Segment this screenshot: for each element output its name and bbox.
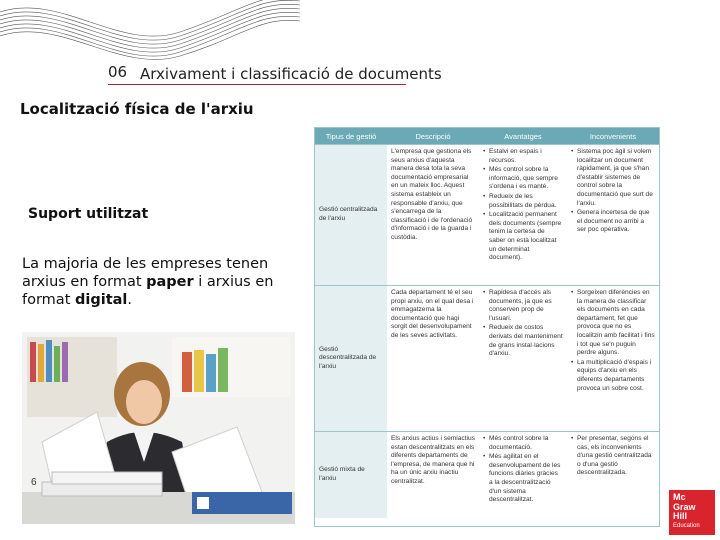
list-item: • Més control sobre la informació, que sempre s'ordena i es manté. xyxy=(483,166,563,192)
list-item: • Sistema poc àgil si volem localitzar un document ràpidament, ja que s'han d'establir sistemes de control sobre la documentació que surt de l'arxiu. xyxy=(571,148,655,208)
header-underline xyxy=(108,84,406,85)
list-item: • Genera incertesa de que el document no arribi a ser poc operativa. xyxy=(571,209,655,235)
chapter-title: Arxivament i classificació de documents xyxy=(140,65,442,83)
chapter-number: 06 xyxy=(108,63,128,81)
archive-management-table xyxy=(314,127,660,527)
list-item: • Localització permanent dels documents (sempre tenim la certesa de saber on està localitzat un determinat document). xyxy=(483,211,563,263)
table-header-cell: Avantatges xyxy=(504,131,542,141)
table-cell-type: Gestió descentralitzada de l'arxiu xyxy=(315,286,387,431)
list-item: • Més agilitat en el desenvolupament de les funcions diàries gràcies a la descentralització d'un sistema descentralitzat. xyxy=(483,453,563,505)
table-cell-description: L'empresa que gestiona els seus arxius d'aquesta manera desa tota la seva documentació empresarial en un mateix lloc. Aquest sistema estableix un responsable d'arxiu, que s'encarrega de la classificació i de l'ordenació d'informació i de la guarda i custòdia. xyxy=(391,148,473,241)
table-header-cell: Tipus de gestió xyxy=(325,131,377,141)
logo-line: Hill xyxy=(673,511,688,521)
table-cell-disadvantages xyxy=(567,432,659,518)
table-row xyxy=(315,431,659,518)
body-bold-digital: digital xyxy=(75,292,128,308)
page-number: 6 xyxy=(31,477,37,488)
logo-line: Mc xyxy=(673,492,686,502)
decorative-wave-lines xyxy=(0,0,300,75)
list-item: • Més control sobre la documentació. xyxy=(483,435,563,452)
body-text-part: La majoria de les empreses tenen arxius en format xyxy=(22,256,269,290)
support-heading: Suport utilitzat xyxy=(28,206,149,222)
table-cell-advantages xyxy=(479,145,567,285)
table-cell-type: Gestió mixta de l'arxiu xyxy=(315,432,387,518)
table-cell-advantages xyxy=(479,432,567,518)
table-cell-type: Gestió centralitzada de l'arxiu xyxy=(315,145,387,285)
table-row xyxy=(315,144,659,285)
list-item: • Per presentar, segons el cas, els inconvenients d'una gestió centralitzada o d'una gestió descentralitzada. xyxy=(571,435,655,478)
table-header-row xyxy=(315,128,659,144)
table-cell-description: Cada departament té el seu propi arxiu, on el qual desa i emmagatzema la documentació que hagi sorgit del desenvolupament de les seves activitats. xyxy=(391,289,474,339)
body-bold-paper: paper xyxy=(146,274,194,290)
body-paragraph xyxy=(22,255,292,309)
logo-line: Education xyxy=(673,522,700,529)
body-text-part: . xyxy=(127,292,132,308)
list-item: • Estalvi en espais i recursos. xyxy=(483,148,563,165)
list-item: • Rapidesa d'accés als documents, ja que es conserven prop de l'usuari. xyxy=(483,289,563,323)
list-item: • Redueix de les possibilitats de pèrdua. xyxy=(483,193,563,210)
section-title: Localització física de l'arxiu xyxy=(20,100,254,118)
table-cell-advantages xyxy=(479,286,567,431)
table-header-cell: Inconvenients xyxy=(589,131,637,141)
table-cell-description: Els arxius actius i semiactius estan descentralitzats en els diferents departaments de l'empresa, de manera que hi ha un únic arxiu inactiu centralitzat. xyxy=(391,435,475,485)
table-cell-disadvantages xyxy=(567,145,659,285)
table-header-cell: Descripció xyxy=(415,131,451,141)
publisher-logo xyxy=(669,490,715,535)
table-row xyxy=(315,285,659,431)
body-text-part: i arxius en format xyxy=(22,274,274,308)
logo-line: Graw xyxy=(673,501,696,512)
table-cell-disadvantages xyxy=(567,286,659,431)
list-item: • Redueix de costos derivats del manteniment de grans instal·lacions d'arxiu. xyxy=(483,324,563,358)
list-item: • La multiplicació d'espais i equips d'arxiu en els diferents departaments provoca un sobre cost. xyxy=(571,359,655,393)
list-item: • Sorgeixen diferències en la manera de classificar els documents en cada departament, fet que provoca que no es localitzin amb facilitat i fins i tot que se'n puguin perdre alguns. xyxy=(571,289,655,358)
office-worker-photo xyxy=(22,332,295,524)
